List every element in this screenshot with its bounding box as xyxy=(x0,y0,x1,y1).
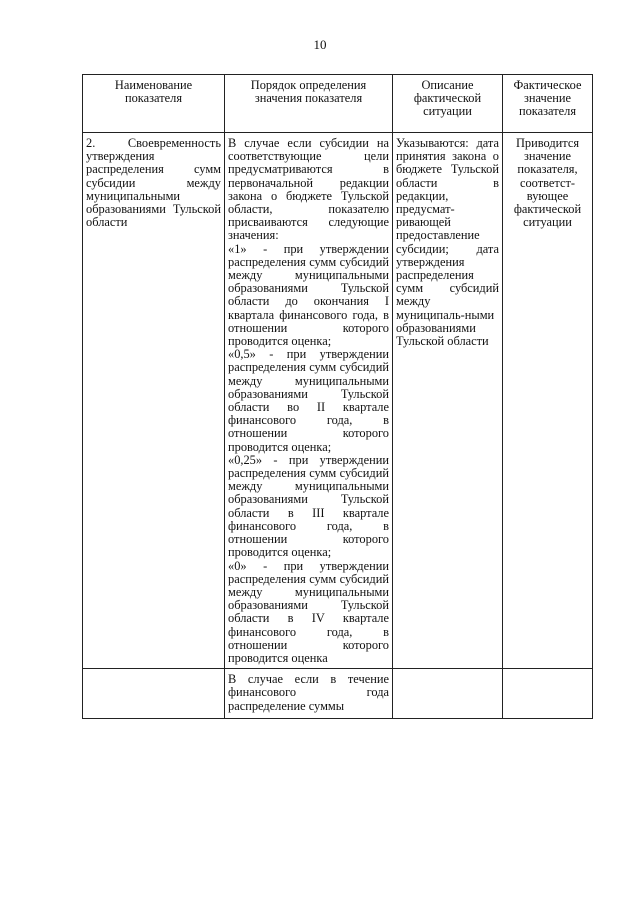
cell-description: Указываются: дата принятия закона о бюджете Тульской области в редакции, предусмат-ривающей предоставление субсидии; дата утверждения распределения сумм субсидий между муниципаль-ными образованиями Тульской области xyxy=(393,133,503,669)
procedure-value-0-25: «0,25» - при утверждении распределения сумм субсидий между муниципальными образованиями Тульской области в III квартале финансового года, в отношении которого проводится оценка; xyxy=(228,452,389,560)
page-number: 10 xyxy=(313,37,327,52)
cell-indicator: 2. Своевременность утверждения распределения сумм субсидии между муниципальными образованиями Тульской области xyxy=(83,133,225,669)
cell-actual xyxy=(503,669,593,719)
header-actual-value: Фактическое значение показателя xyxy=(503,75,593,133)
cell-description xyxy=(393,669,503,719)
procedure-intro: В случае если субсидии на соответствующие цели предусматриваются в первоначальной редакции закона о бюджете Тульской области, показателю присваиваются следующие значения: xyxy=(228,136,389,243)
table-row xyxy=(83,669,593,719)
header-indicator-name: Наименование показателя xyxy=(83,75,225,133)
header-procedure: Порядок определения значения показателя xyxy=(225,75,393,133)
procedure-value-1: «1» - при утверждении распределения сумм субсидий между муниципальными образованиями Тульской области до окончания I квартала финансового года, в отношении которого проводится оценка; xyxy=(228,241,389,349)
indicator-table xyxy=(82,74,593,719)
table-header-row xyxy=(83,75,593,133)
cell-procedure: В случае если в течение финансового года распределение суммы xyxy=(225,669,393,719)
cell-procedure xyxy=(225,133,393,669)
cell-indicator xyxy=(83,669,225,719)
procedure-value-0-5: «0,5» - при утверждении распределения сумм субсидий между муниципальными образованиями Тульской области во II квартале финансового года, в отношении которого проводится оценка; xyxy=(228,347,389,454)
cell-actual: Приводится значение показателя, соответст-вующее фактической ситуации xyxy=(503,133,593,669)
header-description: Описание фактической ситуации xyxy=(393,75,503,133)
table-row xyxy=(83,133,593,669)
procedure-value-0: «0» - при утверждении распределения сумм субсидий между муниципальными образованиями Тульской области в IV квартале финансового года, в отношении которого проводится оценка xyxy=(228,558,389,665)
